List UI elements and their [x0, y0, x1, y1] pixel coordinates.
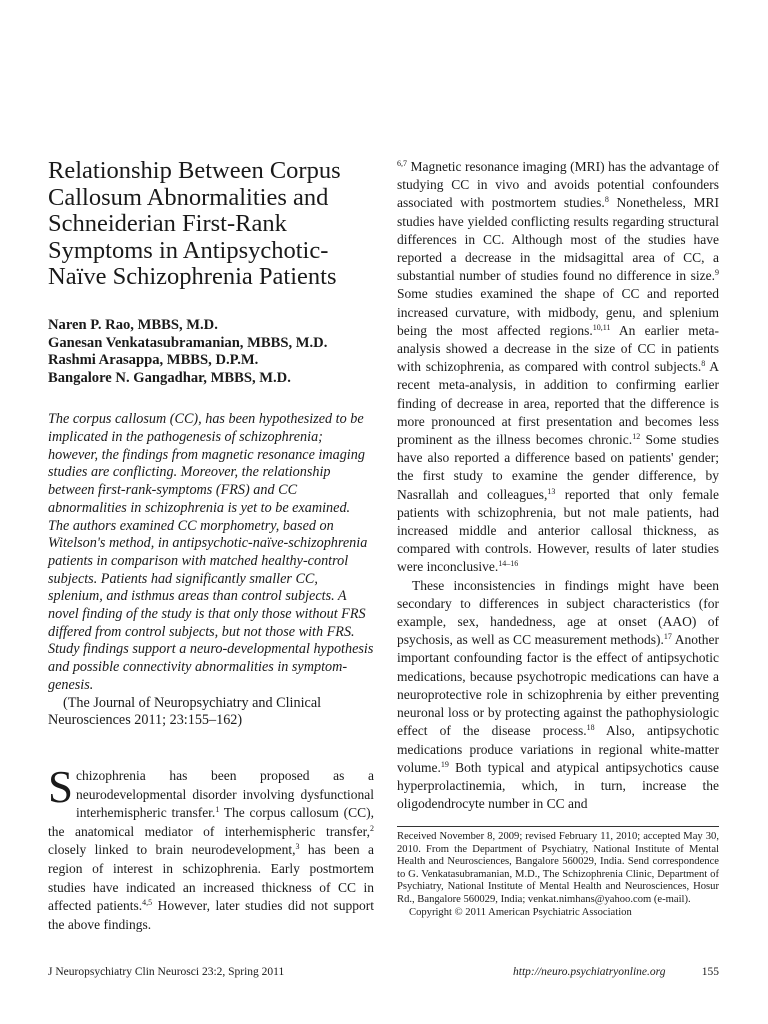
page-number: 155: [701, 966, 719, 978]
journal-url[interactable]: http://neuro.psychiatryonline.org: [513, 966, 666, 978]
reference-marker: 8: [701, 359, 706, 369]
body-intro-paragraph: Schizophrenia has been proposed as a neurodevelopmental disorder involving dysfunctional interhemispheric transfer.$^1$ The corpus callosum (CC), the anatomical mediator of interhemispheric transfer,$^2$ closely linked to brain neurodevelopment,$^3$ has been a region of interest in schizophrenia. Early postmortem studies have indicated an increased thickness of CC in affected patients.$^{4,5}$ However, later studies did not support the above findings.: [48, 762, 374, 932]
article-title: Relationship Between Corpus Callosum Abnormalities and Schneiderian First-Rank Symptoms in Antipsychotic-Naïve Schizophrenia Patients: [48, 157, 341, 291]
reference-marker: 1: [215, 805, 220, 815]
reference-marker: 8: [604, 195, 609, 205]
body-paragraph: These inconsistencies in findings might have been secondary to differences in subject characteristics (for example, sex, handedness, age at onset (AAO) of psychosis, as well as CC measurement methods).$^{17}$ Another important confounding factor is the effect of antipsychotic medications, because psychotropic medications can have a neuroprotective role in schizophrenia by either preventing neuronal loss or by protecting against the pathophysiologic effect of the disease process.$^{18}$ Also, antipsychotic medications produce variations in regional white-matter volume.$^{19}$ Both typical and atypical antipsychotics cause hyperprolactinemia, which, in turn, increase the oligodendrocyte number in CC and: [397, 577, 719, 812]
article-footnote: [397, 826, 719, 919]
author-name: Ganesan Venkatasubramanian, MBBS, M.D.: [48, 334, 328, 351]
reference-marker: 12: [632, 432, 641, 442]
journal-info: J Neuropsychiatry Clin Neurosci 23:2, Spring 2011: [48, 966, 285, 978]
left-column: [48, 158, 374, 934]
author-list: [48, 317, 374, 387]
reference-marker: 9: [715, 268, 719, 278]
abstract: The corpus callosum (CC), has been hypothesized to be implicated in the pathogenesis of schizophrenia; however, the findings from magnetic resonance imaging studies are conflicting. Moreover, the relationship between first-rank-symptoms (FRS) and CC abnormalities in schizophrenia is yet to be examined. The authors examined CC morphometry, based on Witelson's method, in antipsychotic-naïve-schizophrenia patients in comparison with matched healthy-control subjects. Patients had significantly smaller CC, splenium, and isthmus areas than control subjects. A novel finding of the study is that only those without FRS differed from control subjects, but not those with FRS. Study findings support a neuro-developmental hypothesis and possible connectivity abnormalities in symptom-genesis.: [48, 411, 374, 693]
author-name: Rashmi Arasappa, MBBS, D.P.M.: [48, 352, 259, 369]
author-name: Bangalore N. Gangadhar, MBBS, M.D.: [48, 369, 291, 386]
reference-marker: 18: [586, 723, 595, 733]
body-paragraph: $^{6,7}$ Magnetic resonance imaging (MRI) has the advantage of studying CC in vivo and avoids potential confounders associated with postmortem studies.$^8$ Nonetheless, MRI studies have yielded conflicting results regarding structural differences in CC. Although most of the studies have reported a decrease in the midsagittal area of CC, a substantial number of studies found no difference in size.$^9$ Some studies examined the shape of CC and reported increased curvature, with midbody, genu, and splenium being the most affected regions.$^{10,11}$ An earlier meta-analysis showed a decrease in the size of CC in patients with schizophrenia, as compared with control subjects.$^8$ A recent meta-analysis, in addition to confirming earlier finding of decrease in area, reported that the difference is more pronounced at first presentation and becomes less prominent as the illness becomes chronic.$^{12}$ Some studies have also reported a difference based on patients' gender; the first study to examine the gender difference, by Nasrallah and colleagues,$^{13}$ reported that only female patients with schizophrenia, but not male patients, had increased middle and anterior callosal thickness, as compared with controls. However, results of later studies were inconclusive.$^{14-16}$: [397, 159, 719, 575]
reference-marker: 19: [440, 759, 449, 769]
journal-citation: (The Journal of Neuropsychiatry and Clinical Neurosciences 2011; 23:155–162): [48, 694, 322, 729]
reference-marker: 3: [295, 842, 300, 852]
received-note: Received November 8, 2009; revised February 11, 2010; accepted May 30, 2010. From the Department of Psychiatry, National Institute of Mental Health and Neurosciences, Bangalore 560029, India. Send correspondence to G. Venkatasubramanian, M.D., The Schizophrenia Clinic, Department of Psychiatry, National Institute of Mental Health and Neurosciences, Hosur Rd., Bangalore 560029, India; venkat.nimhans@yahoo.com (e-mail).: [397, 831, 719, 905]
drop-cap: S: [48, 762, 74, 812]
right-column: [397, 158, 719, 813]
reference-marker: 2: [370, 823, 374, 833]
reference-marker: 13: [547, 486, 556, 496]
reference-marker: 14–16: [498, 559, 519, 569]
author-name: Naren P. Rao, MBBS, M.D.: [48, 316, 218, 333]
reference-marker: 17: [663, 632, 672, 642]
reference-marker: 10,11: [592, 322, 611, 332]
reference-marker: 4,5: [142, 898, 153, 908]
copyright-notice: Copyright © 2011 American Psychiatric Association: [409, 906, 632, 918]
reference-marker: 6,7: [397, 159, 407, 168]
